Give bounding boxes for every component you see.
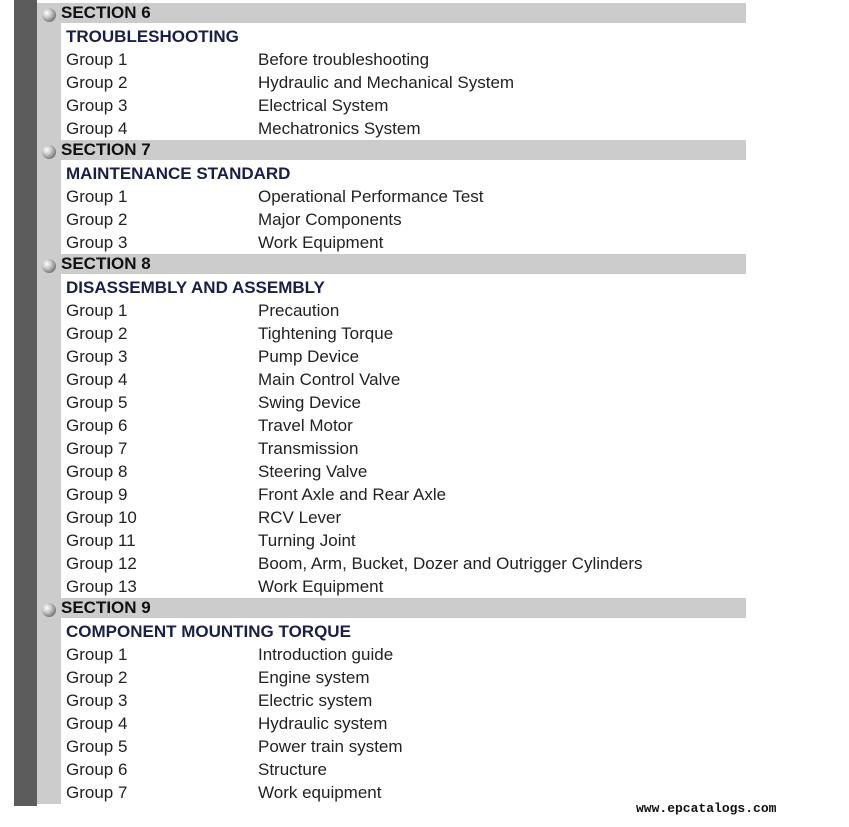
group-name: Precaution [258,301,340,320]
indent-strip [37,274,61,598]
group-name: Introduction guide [258,645,394,664]
group-name: Major Components [258,210,402,229]
group-label: Group 3 [66,233,128,252]
sphere-bullet-icon [42,603,56,617]
group-label: Group 2 [66,324,128,343]
group-row [66,552,746,575]
group-name: Engine system [258,668,370,687]
section-body [37,274,746,598]
group-name: Swing Device [258,393,361,412]
group-name: Electrical System [258,96,389,115]
group-label: Group 7 [66,439,128,458]
section-title: TROUBLESHOOTING [66,27,239,46]
group-row [66,117,746,140]
group-label: Group 4 [66,370,128,389]
group-label: Group 6 [66,416,128,435]
sphere-bullet-icon [42,259,56,273]
group-name: Operational Performance Test [258,187,484,206]
indent-strip [37,160,61,254]
section-title: MAINTENANCE STANDARD [66,164,291,183]
section-body [37,23,746,140]
group-name: Front Axle and Rear Axle [258,485,447,504]
group-row [66,48,746,71]
group-row [66,368,746,391]
group-name: Structure [258,760,327,779]
group-row [66,185,746,208]
group-row [66,299,746,322]
group-label: Group 2 [66,210,128,229]
group-label: Group 3 [66,347,128,366]
group-label: Group 2 [66,73,128,92]
group-row [66,94,746,117]
group-label: Group 4 [66,714,128,733]
group-label: Group 5 [66,393,128,412]
group-row [66,529,746,552]
group-row [66,689,746,712]
group-row [66,208,746,231]
group-name: Hydraulic and Mechanical System [258,73,515,92]
sphere-bullet-icon [42,8,56,22]
section-header [37,598,746,618]
group-row [66,460,746,483]
toc-content [37,3,746,804]
group-row [66,322,746,345]
group-label: Group 3 [66,691,128,710]
group-row [66,345,746,368]
group-label: Group 9 [66,485,128,504]
group-name: Main Control Valve [258,370,401,389]
section-label: SECTION 7 [61,140,151,159]
group-label: Group 5 [66,737,128,756]
group-label: Group 2 [66,668,128,687]
group-label: Group 7 [66,783,128,802]
group-name: RCV Lever [258,508,342,527]
group-label: Group 4 [66,119,128,138]
group-label: Group 1 [66,301,128,320]
group-name: Turning Joint [258,531,356,550]
section-entries [61,160,746,254]
group-label: Group 1 [66,50,128,69]
group-name: Travel Motor [258,416,353,435]
group-row [66,506,746,529]
group-row [66,712,746,735]
group-name: Steering Valve [258,462,368,481]
group-label: Group 1 [66,187,128,206]
group-row [66,483,746,506]
group-name: Work Equipment [258,233,384,252]
group-label: Group 13 [66,577,137,596]
section-title: COMPONENT MOUNTING TORQUE [66,622,351,641]
group-row [66,437,746,460]
group-row [66,71,746,94]
group-label: Group 8 [66,462,128,481]
footer-watermark: www.epcatalogs.com [636,801,777,816]
group-row [66,575,746,598]
group-label: Group 11 [66,531,136,550]
section-body [37,618,746,804]
group-name: Mechatronics System [258,119,421,138]
group-label: Group 10 [66,508,137,527]
group-row [66,758,746,781]
section-entries [61,618,746,804]
group-row [66,231,746,254]
group-label: Group 3 [66,96,128,115]
section-label: SECTION 9 [61,598,151,617]
section-label: SECTION 6 [61,3,151,22]
group-label: Group 12 [66,554,137,573]
group-name: Hydraulic system [258,714,388,733]
group-name: Work equipment [258,783,382,802]
group-name: Pump Device [258,347,360,366]
section-label: SECTION 8 [61,254,151,273]
section-header [37,254,746,274]
group-label: Group 1 [66,645,128,664]
group-name: Transmission [258,439,359,458]
left-side-bar [14,0,37,806]
indent-strip [37,618,61,804]
group-name: Before troubleshooting [258,50,430,69]
section-entries [61,274,746,598]
section-header [37,3,746,23]
group-name: Tightening Torque [258,324,394,343]
section-body [37,160,746,254]
section-entries [61,23,746,140]
group-row [66,735,746,758]
group-row [66,666,746,689]
group-name: Electric system [258,691,373,710]
group-row [66,643,746,666]
sphere-bullet-icon [42,145,56,159]
group-row [66,414,746,437]
section-header [37,140,746,160]
group-name: Work Equipment [258,577,384,596]
group-name: Power train system [258,737,403,756]
indent-strip [37,23,61,140]
group-name: Boom, Arm, Bucket, Dozer and Outrigger Cylinders [258,554,643,573]
group-row [66,391,746,414]
group-label: Group 6 [66,760,128,779]
section-title: DISASSEMBLY AND ASSEMBLY [66,278,325,297]
